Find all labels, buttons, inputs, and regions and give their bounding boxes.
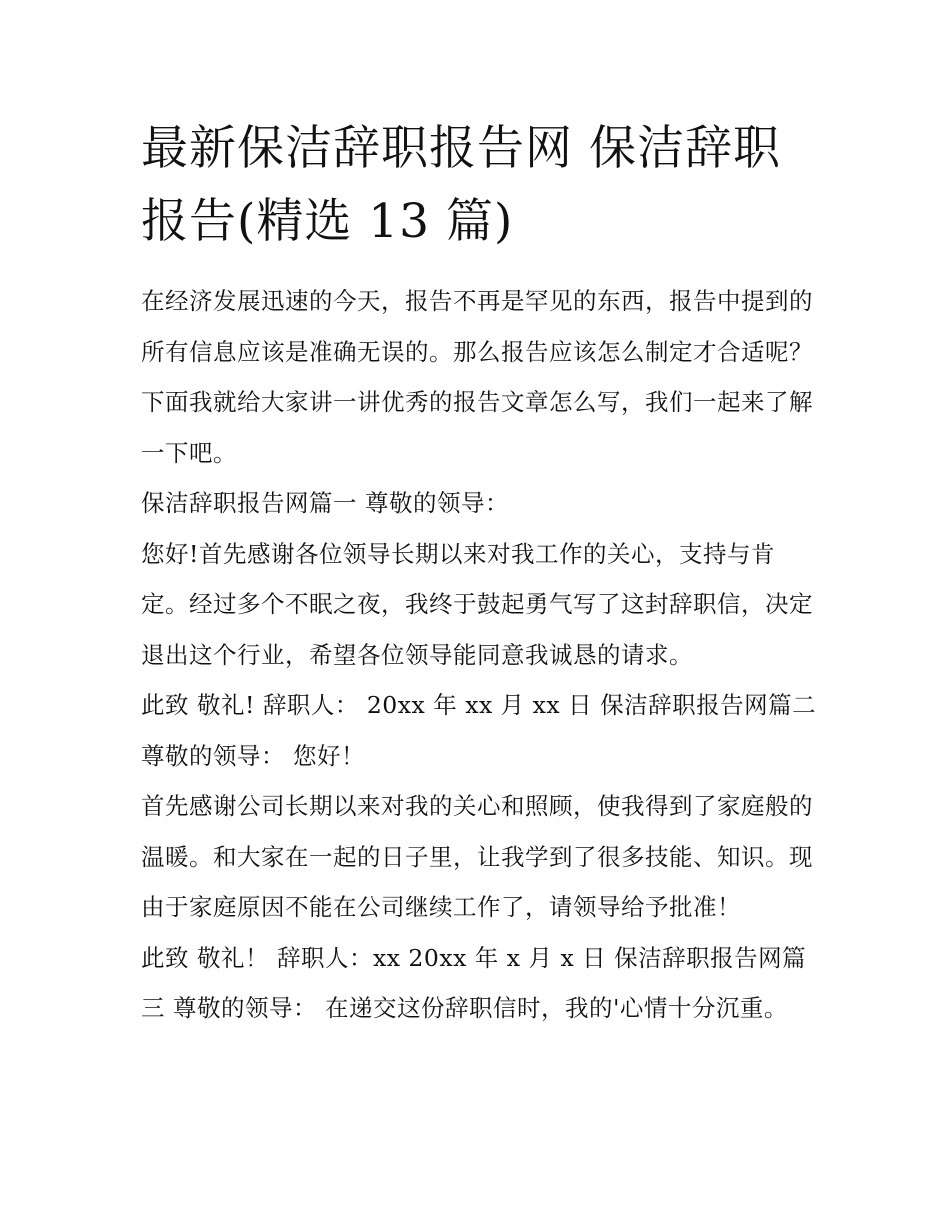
section-one-body: 您好!首先感谢各位领导长期以来对我工作的关心，支持与肯定。经过多个不眠之夜，我终于鼓起勇气写了这封辞职信，决定退出这个行业，希望各位领导能同意我诚恳的请求。 [141,539,813,669]
intro-paragraph: 在经济发展迅速的今天，报告不再是罕见的东西，报告中提到的所有信息应该是准确无误的。那么报告应该怎么制定才合适呢？下面我就给大家讲一讲优秀的报告文章怎么写，我们一起来了解一下吧。 [141,287,813,467]
document-page [141,112,821,1034]
section-one-heading: 保洁辞职报告网篇一 尊敬的领导： [141,489,509,517]
document-title: 最新保洁辞职报告网 保洁辞职报告(精选 13 篇) [141,121,781,249]
section-three-heading: 此致 敬礼！ 辞职人：xx 20xx 年 x 月 x 日 保洁辞职报告网篇三 尊敬的领导： 在递交这份辞职信时，我的'心情十分沉重。 [141,943,807,1022]
section-two-heading: 此致 敬礼! 辞职人： 20xx 年 xx 月 xx 日 保洁辞职报告网篇二 尊敬的领导： 您好！ [141,691,817,770]
section-two-body: 首先感谢公司长期以来对我的关心和照顾，使我得到了家庭般的温暖。和大家在一起的日子里，让我学到了很多技能、知识。现由于家庭原因不能在公司继续工作了，请领导给予批准！ [141,792,813,921]
